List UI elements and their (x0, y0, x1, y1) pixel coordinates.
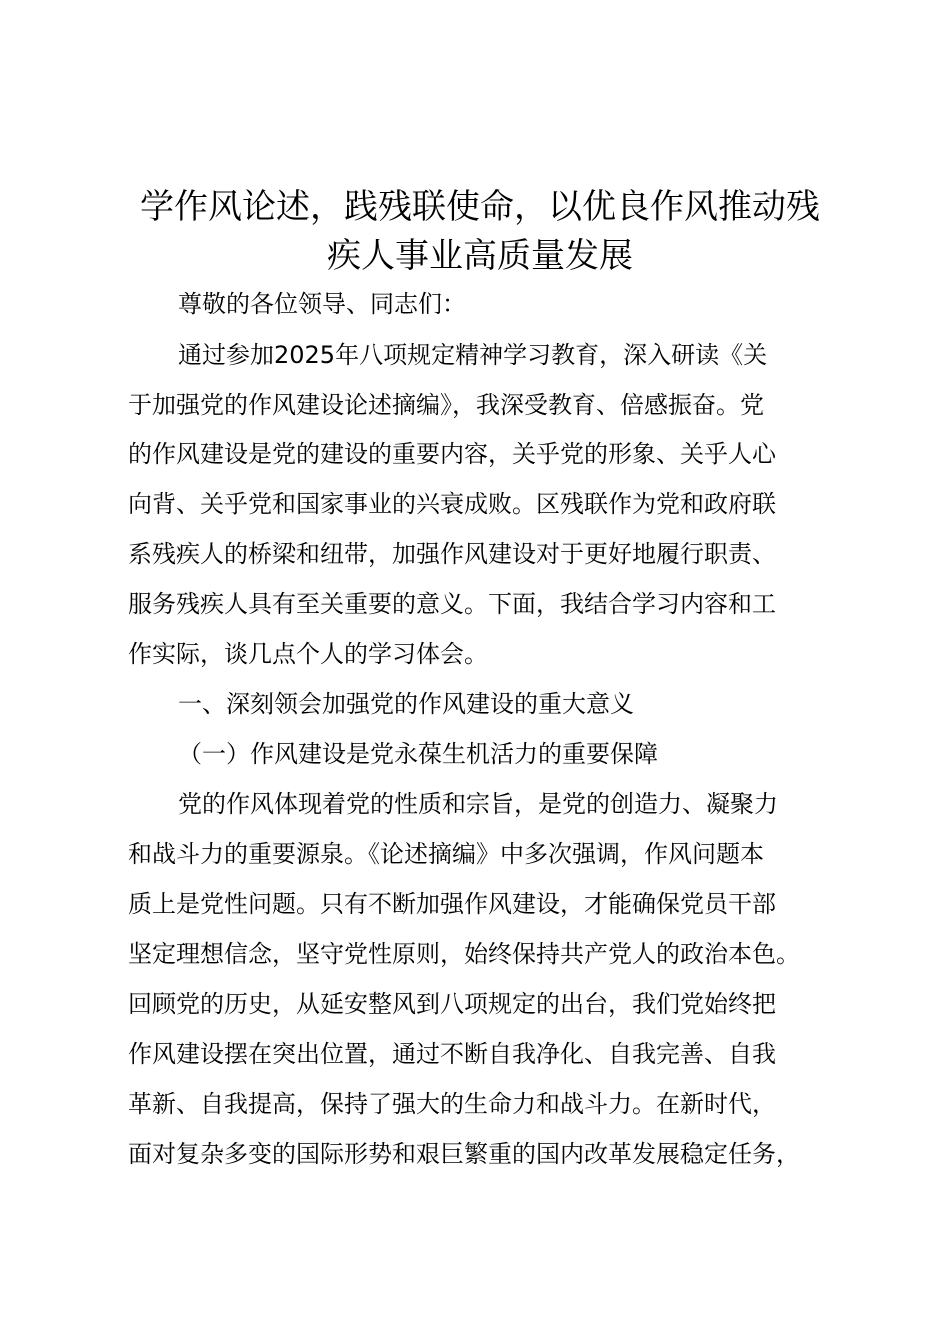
subsection-heading: （一）作风建设是党永葆生机活力的重要保障 (178, 740, 658, 768)
body-line: 于加强党的作风建设论述摘编》，我深受教育、倍感振奋。党 (128, 391, 764, 419)
body-line: 和战斗力的重要源泉。《论述摘编》中多次强调，作风问题本 (128, 840, 764, 868)
body-line: 向背、关乎党和国家事业的兴衰成败。区残联作为党和政府联 (128, 490, 776, 518)
document-title-line-1: 学作风论述，践残联使命，以优良作风推动残 (140, 187, 820, 227)
body-line: 面对复杂多变的国际形势和艰巨繁重的国内改革发展稳定任务， (128, 1140, 800, 1168)
body-line: 作实际，谈几点个人的学习体会。 (128, 640, 488, 668)
body-line: 作风建设摆在突出位置，通过不断自我净化、自我完善、自我 (128, 1040, 776, 1068)
body-line: 质上是党性问题。只有不断加强作风建设，才能确保党员干部 (128, 890, 776, 918)
body-line: 坚定理想信念，坚守党性原则，始终保持共产党人的政治本色。 (128, 940, 800, 968)
body-line: 革新、自我提高，保持了强大的生命力和战斗力。在新时代， (128, 1090, 776, 1118)
body-line: 党的作风体现着党的性质和宗旨，是党的创造力、凝聚力 (178, 790, 778, 818)
body-line: 的作风建设是党的建设的重要内容，关乎党的形象、关乎人心 (128, 440, 776, 468)
body-line: 通过参加2025年八项规定精神学习教育，深入研读《关 (178, 341, 768, 369)
section-heading: 一、深刻领会加强党的作风建设的重大意义 (178, 690, 634, 718)
document-title-line-2: 疾人事业高质量发展 (327, 236, 633, 276)
salutation: 尊敬的各位领导、同志们： (178, 290, 466, 318)
body-line: 服务残疾人具有至关重要的意义。下面，我结合学习内容和工 (128, 590, 776, 618)
body-line: 回顾党的历史，从延安整风到八项规定的出台，我们党始终把 (128, 990, 776, 1018)
body-line: 系残疾人的桥梁和纽带，加强作风建设对于更好地履行职责、 (128, 540, 776, 568)
